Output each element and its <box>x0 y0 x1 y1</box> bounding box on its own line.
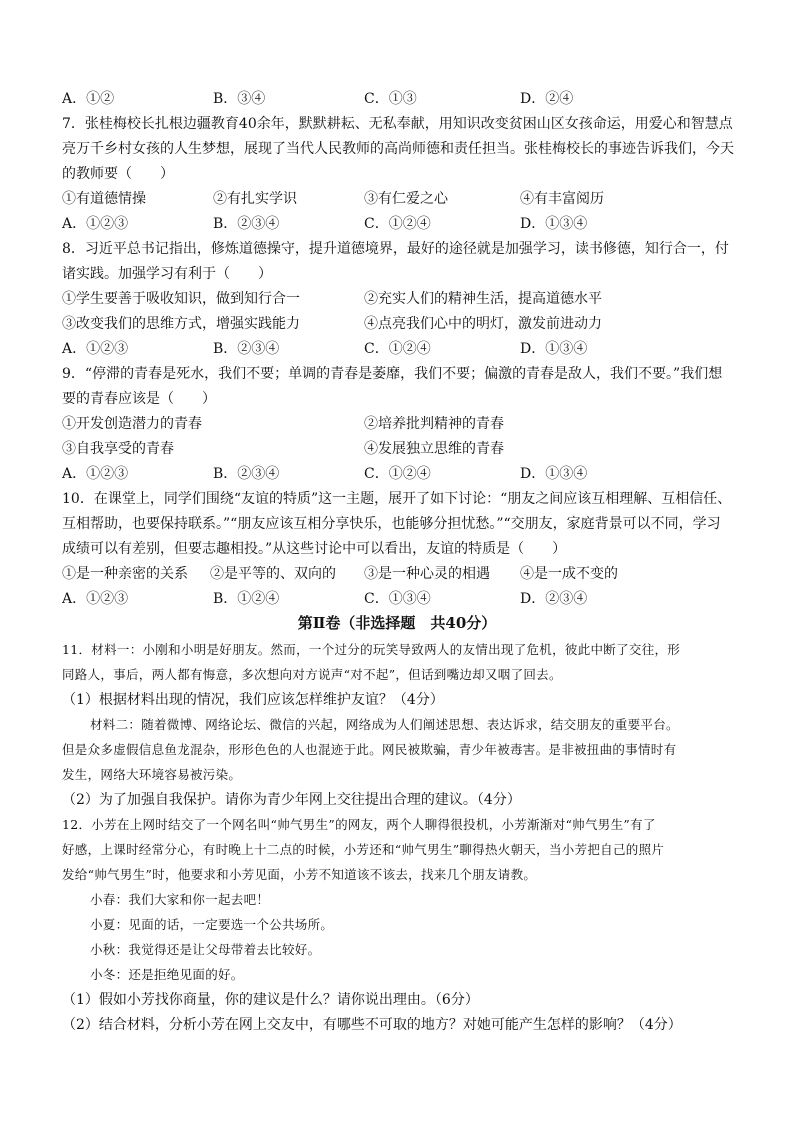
q8-stem-line: 8．习近平总书记指出，修炼道德操守，提升道德境界，最好的途径就是加强学习，读书修德，知行合一，付 <box>62 241 729 257</box>
q10-item: ①是一种亲密的关系 <box>62 566 188 582</box>
q6-option-b: B．③④ <box>213 91 266 107</box>
q10-stem-line: 10．在课堂上，同学们围绕“友谊的特质”这一主题，展开了如下讨论：“朋友之间应该互相理解、互相信任、 <box>62 491 732 507</box>
q8-stem-line: 诸实践。加强学习有利于（ ） <box>62 266 272 282</box>
q6-option-c: C．①③ <box>364 91 417 107</box>
q8-option-a: A．①②③ <box>62 341 129 357</box>
q7-item: ①有道德情操 <box>62 191 146 207</box>
q10-stem-line: 成绩可以有差别，但要志趣相投。”从这些讨论中可以看出，友谊的特质是（ ） <box>62 541 567 557</box>
q11-material-line: 发生，网络大环境容易被污染。 <box>62 767 242 782</box>
q12-material-line: 发给“帅气男生”时，他要求和小芳见面，小芳不知道该不该去，找来几个朋友请教。 <box>62 867 537 882</box>
q8-item: ③改变我们的思维方式，增强实践能力 <box>62 316 300 332</box>
q10-item: ④是一成不变的 <box>520 566 618 582</box>
q9-option-b: B．②③④ <box>213 466 280 482</box>
q7-option-d: D．①③④ <box>520 216 588 232</box>
q11-material-line: 同路人，事后，两人都有悔意，多次想向对方说声“对不起”，但话到嘴边却又咽了回去。 <box>62 667 562 682</box>
q11-material-line: 材料二：随着微博、网络论坛、微信的兴起，网络成为人们阐述思想、表达诉求，结交朋友的重要平台。 <box>90 717 679 732</box>
q12-material-line: 12．小芳在上网时结交了一个网名叫“帅气男生”的网友，两个人聊得很投机，小芳渐渐对“帅气男生”有了 <box>62 817 656 832</box>
q12-material-line: 好感，上课时经常分心，有时晚上十二点的时候，小芳还和“帅气男生”聊得热火朝天，当小芳把自己的照片 <box>62 842 665 857</box>
q11-material-line: 11．材料一：小刚和小明是好朋友。然而，一个过分的玩笑导致两人的友情出现了危机，彼此中断了交往，形 <box>62 642 681 657</box>
q9-item: ①开发创造潜力的青春 <box>62 416 202 432</box>
q7-stem-line: 亮万千乡村女孩的人生梦想，展现了当代人民教师的高尚师德和责任担当。张桂梅校长的事迹告诉我们，今天 <box>62 141 734 157</box>
q10-item: ②是平等的、双向的 <box>210 566 336 582</box>
q6-option-a: A．①② <box>62 91 115 107</box>
q10-option-d: D．②③④ <box>520 591 588 607</box>
q10-option-c: C．①③④ <box>364 591 431 607</box>
q8-option-c: C．①②④ <box>364 341 431 357</box>
q10-item: ③是一种心灵的相遇 <box>364 566 490 582</box>
q12-dialog-line: 小秋：我觉得还是让父母带着去比较好。 <box>90 942 321 957</box>
q7-option-c: C．①②④ <box>364 216 431 232</box>
q7-stem-line: 7．张桂梅校长扎根边疆教育40余年，默默耕耘、无私奉献，用知识改变贫困山区女孩命运，用爱心和智慧点 <box>62 116 733 132</box>
q6-option-d: D．②④ <box>520 91 574 107</box>
q8-item: ②充实人们的精神生活，提高道德水平 <box>364 291 602 307</box>
q8-option-d: D．①③④ <box>520 341 588 357</box>
q11-subquestion: （2）为了加强自我保护。请你为青少年网上交往提出合理的建议。（4分） <box>62 792 521 808</box>
q9-option-c: C．①②④ <box>364 466 431 482</box>
q9-item: ③自我享受的青春 <box>62 441 174 457</box>
q8-item: ④点亮我们心中的明灯，激发前进动力 <box>364 316 602 332</box>
q8-option-b: B．②③④ <box>213 341 280 357</box>
q12-dialog-line: 小夏：见面的话，一定要选一个公共场所。 <box>90 917 334 932</box>
q12-subquestion: （1）假如小芳找你商量，你的建议是什么？请你说出理由。（6分） <box>62 992 479 1008</box>
q7-option-b: B．②③④ <box>213 216 280 232</box>
q7-stem-line: 的教师要（ ） <box>62 166 174 182</box>
q8-item: ①学生要善于吸收知识，做到知行合一 <box>62 291 300 307</box>
q11-material-line: 但是众多虚假信息鱼龙混杂，形形色色的人也混迹于此。网民被欺骗，青少年被毒害。是非被扭曲的事情时有 <box>62 742 677 757</box>
q7-item: ④有丰富阅历 <box>520 191 604 207</box>
q12-dialog-line: 小冬：还是拒绝见面的好。 <box>90 967 244 982</box>
q11-subquestion: （1）根据材料出现的情况，我们应该怎样维护友谊？（4分） <box>62 692 444 708</box>
q10-option-b: B．①②④ <box>213 591 280 607</box>
q9-option-d: D．①③④ <box>520 466 588 482</box>
q9-item: ②培养批判精神的青春 <box>364 416 504 432</box>
q9-stem-line: 9．“停滞的青春是死水，我们不要；单调的青春是萎靡，我们不要；偏激的青春是敌人，我们不要。”我们想 <box>62 366 723 382</box>
section-title: 第Ⅱ卷（非选择题 共40分） <box>297 614 497 632</box>
q9-item: ④发展独立思维的青春 <box>364 441 504 457</box>
q7-item: ②有扎实学识 <box>213 191 297 207</box>
q10-option-a: A．①②③ <box>62 591 129 607</box>
q12-subquestion: （2）结合材料，分析小芳在网上交友中，有哪些不可取的地方？对她可能产生怎样的影响？（4分） <box>62 1017 682 1033</box>
q9-option-a: A．①②③ <box>62 466 129 482</box>
q7-option-a: A．①②③ <box>62 216 129 232</box>
q9-stem-line: 要的青春应该是（ ） <box>62 391 216 407</box>
q7-item: ③有仁爱之心 <box>364 191 448 207</box>
q12-dialog-line: 小春：我们大家和你一起去吧！ <box>90 892 270 907</box>
q10-stem-line: 互相帮助，也要保持联系。”“朋友应该互相分享快乐，也能够分担忧愁。”“交朋友，家庭背景可以不同，学习 <box>62 516 721 532</box>
